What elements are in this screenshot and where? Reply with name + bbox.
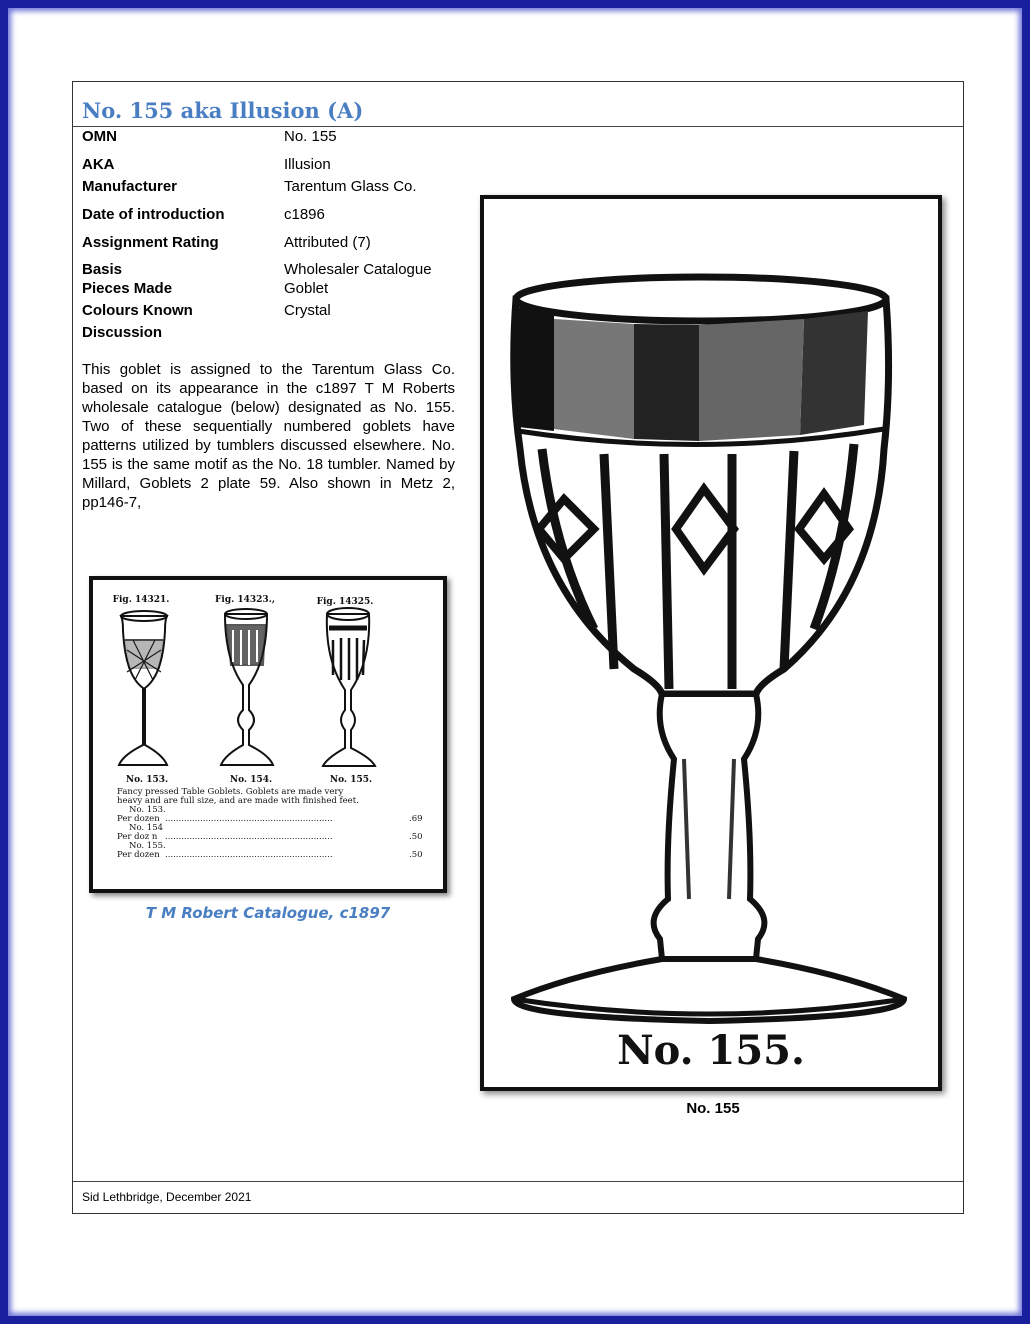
- label-manufacturer: Manufacturer: [82, 178, 178, 195]
- goblet-illustration: [484, 199, 938, 1087]
- catalogue-row-label: Per dozen: [117, 850, 160, 860]
- goblet-image: [480, 195, 942, 1091]
- goblet-label: No. 155.: [617, 1027, 805, 1074]
- value-assignment-rating: Attributed (7): [284, 234, 371, 251]
- fig-label: Fig. 14325.: [316, 597, 374, 607]
- catalogue-description: Fancy pressed Table Goblets. Goblets are made very: [117, 787, 344, 797]
- catalogue-illustration: [93, 580, 443, 889]
- goblet-caption: No. 155: [686, 1100, 740, 1117]
- label-pieces-made: Pieces Made: [82, 280, 173, 297]
- footer-divider: [73, 1181, 963, 1182]
- fig-label: Fig. 14321.: [112, 595, 170, 605]
- catalogue-row-number: No. 154: [129, 823, 164, 833]
- goblet-number: No. 154.: [229, 775, 273, 785]
- value-pieces-made: Goblet: [284, 280, 329, 297]
- label-omn: OMN: [82, 128, 117, 145]
- label-assignment-rating: Assignment Rating: [82, 234, 219, 251]
- title-divider: [73, 126, 963, 127]
- label-basis: Basis: [82, 261, 123, 278]
- catalogue-row-price: .50: [409, 832, 423, 842]
- value-manufacturer: Tarentum Glass Co.: [284, 178, 417, 195]
- goblet-153-drawing: [119, 611, 167, 765]
- goblet-number: No. 155.: [329, 775, 373, 785]
- catalogue-dot-leader: ..............................................................: [165, 850, 333, 860]
- goblet-drawing: [514, 277, 904, 1021]
- value-aka: Illusion: [284, 156, 331, 173]
- label-aka: AKA: [82, 156, 115, 173]
- catalogue-caption: T M Robert Catalogue, c1897: [145, 904, 391, 922]
- catalogue-image: [89, 576, 447, 893]
- footer-text: Sid Lethbridge, December 2021: [82, 1190, 252, 1204]
- page-frame: [8, 8, 1022, 1316]
- value-colours-known: Crystal: [284, 302, 331, 319]
- catalogue-description: heavy and are full size, and are made with finished feet.: [117, 796, 359, 806]
- value-basis: Wholesaler Catalogue: [284, 261, 432, 278]
- label-date-of-introduction: Date of introduction: [82, 206, 225, 223]
- catalogue-dot-leader: ..............................................................: [165, 814, 333, 824]
- catalogue-row-price: .50: [409, 850, 423, 860]
- catalogue-row-number: No. 155.: [129, 841, 166, 851]
- label-colours-known: Colours Known: [82, 302, 193, 319]
- goblet-number: No. 153.: [125, 775, 169, 785]
- value-omn: No. 155: [284, 128, 337, 145]
- catalogue-dot-leader: ..............................................................: [165, 832, 333, 842]
- discussion-text: This goblet is assigned to the Tarentum Glass Co. based on its appearance in the c1897 T M Roberts wholesale catalogue (below) designated as No. 155. Two of these sequentially numbered goblets have patterns utilized by tumblers discussed elsewhere. No. 155 is the same motif as the No. 18 tumbler. Named by Millard, Goblets 2 plate 59. Also shown in Metz 2, pp146-7,: [82, 361, 455, 511]
- catalogue-row-price: .69: [409, 814, 423, 824]
- catalogue-row-number: No. 153.: [129, 805, 166, 815]
- value-date-of-introduction: c1896: [284, 206, 325, 223]
- goblet-155-drawing: [323, 608, 375, 766]
- catalogue-row-label: Per doz n: [117, 832, 158, 842]
- page-title: No. 155 aka Illusion (A): [82, 98, 364, 123]
- fig-label: Fig. 14323.,: [215, 595, 275, 605]
- label-discussion: Discussion: [82, 324, 163, 341]
- document-page: [72, 81, 964, 1214]
- catalogue-row-label: Per dozen: [117, 814, 160, 824]
- goblet-154-drawing: [221, 609, 273, 765]
